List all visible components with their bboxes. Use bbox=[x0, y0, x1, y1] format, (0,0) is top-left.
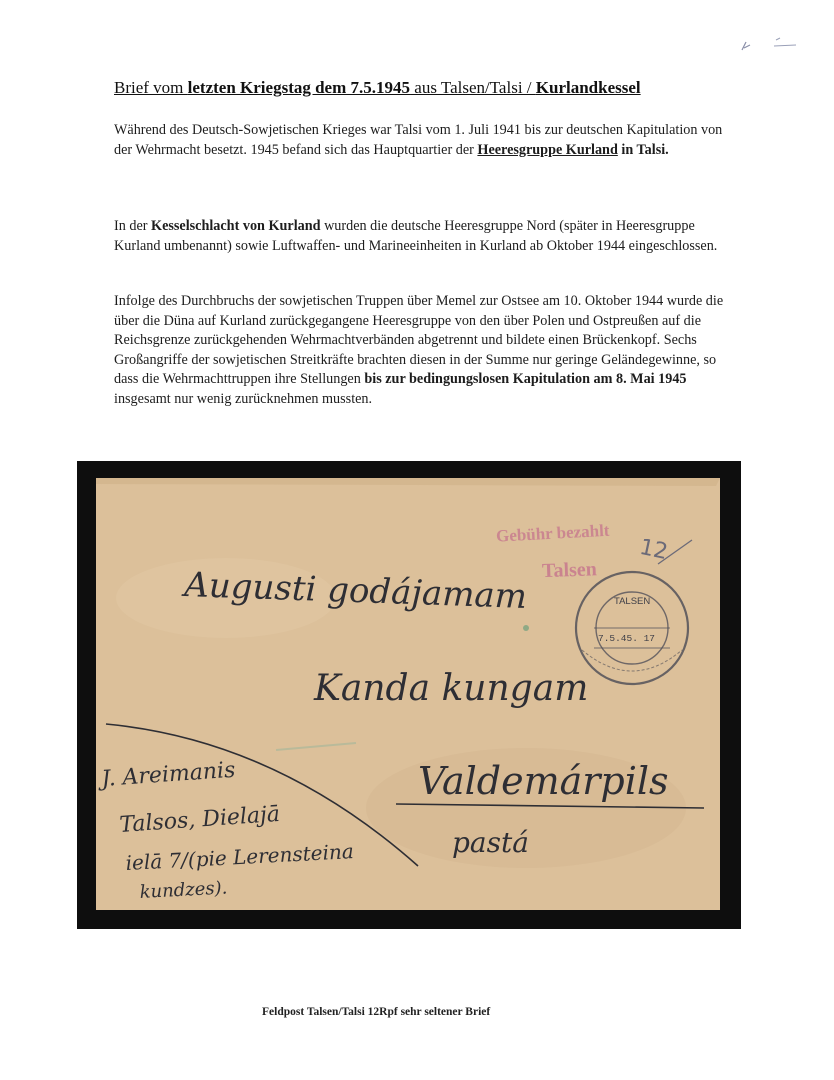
envelope-image bbox=[96, 478, 720, 910]
svg-text:kundzes).: kundzes). bbox=[139, 877, 228, 903]
paragraph-breakthrough: Infolge des Durchbruchs der sowjetischen Truppen über Memel zur Ostsee am 10. Oktober 1944 wurde die über die Düna auf Kurland zurückgegangene Heeresgruppe von den über Polen und Ostpreußen auf die Reichsgrenze zurückgehenden Wehrmachtverbänden abgetrennt und bildete einen Brückenkopf. Sechs Großangriffe der sowjetischen Streitkräfte brachten diesen in der Summe nur geringe Geländegewinne, so dass die Wehrmachttruppen ihre Stellungen bis zur bedingungslosen Kapitulation am 8. Mai 1945 insgesamt nur wenig zurücknehmen mussten. bbox=[114, 293, 724, 407]
svg-text:Augusti godájamam: Augusti godájamam bbox=[183, 565, 528, 617]
svg-text:TALSEN: TALSEN bbox=[614, 596, 651, 607]
paragraph-encirclement: In der Kesselschlacht von Kurland wurden die deutsche Heeresgruppe Nord (später in Heeresgruppe Kurland umbenannt) sowie Luftwaffen- und Marineeinheiten in Kurland ab Oktober 1944 eingeschlossen. bbox=[114, 218, 718, 254]
svg-text:7.5.45. 17: 7.5.45. 17 bbox=[598, 633, 656, 644]
svg-text:Talsos, Dielajā: Talsos, Dielajā bbox=[118, 801, 281, 838]
svg-text:12: 12 bbox=[637, 534, 670, 566]
pencil-mark bbox=[736, 36, 806, 56]
svg-text:Valdemárpils: Valdemárpils bbox=[418, 759, 669, 803]
svg-text:ielā 7/(pie Lerensteina: ielā 7/(pie Lerensteina bbox=[125, 839, 355, 875]
svg-text:Gebühr bezahlt: Gebühr bezahlt bbox=[495, 520, 610, 546]
svg-text:J. Areimanis: J. Areimanis bbox=[100, 757, 237, 792]
paragraph-occupation: Während des Deutsch-Sowjetischen Krieges war Talsi vom 1. Juli 1941 bis zur deutschen Kapitulation von der Wehrmacht besetzt. 1945 befand sich das Hauptquartier der Heeresgruppe Kurland in Talsi. bbox=[114, 122, 723, 158]
svg-text:Talsen: Talsen bbox=[541, 558, 598, 583]
svg-text:Kanda kungam: Kanda kungam bbox=[314, 668, 589, 709]
page-title: Brief vom letzten Kriegstag dem 7.5.1945 aus Talsen/Talsi / Kurlandkessel bbox=[114, 78, 641, 97]
caption: Feldpost Talsen/Talsi 12Rpf sehr seltener Brief bbox=[262, 1006, 491, 1018]
svg-text:pastá: pastá bbox=[452, 826, 529, 859]
